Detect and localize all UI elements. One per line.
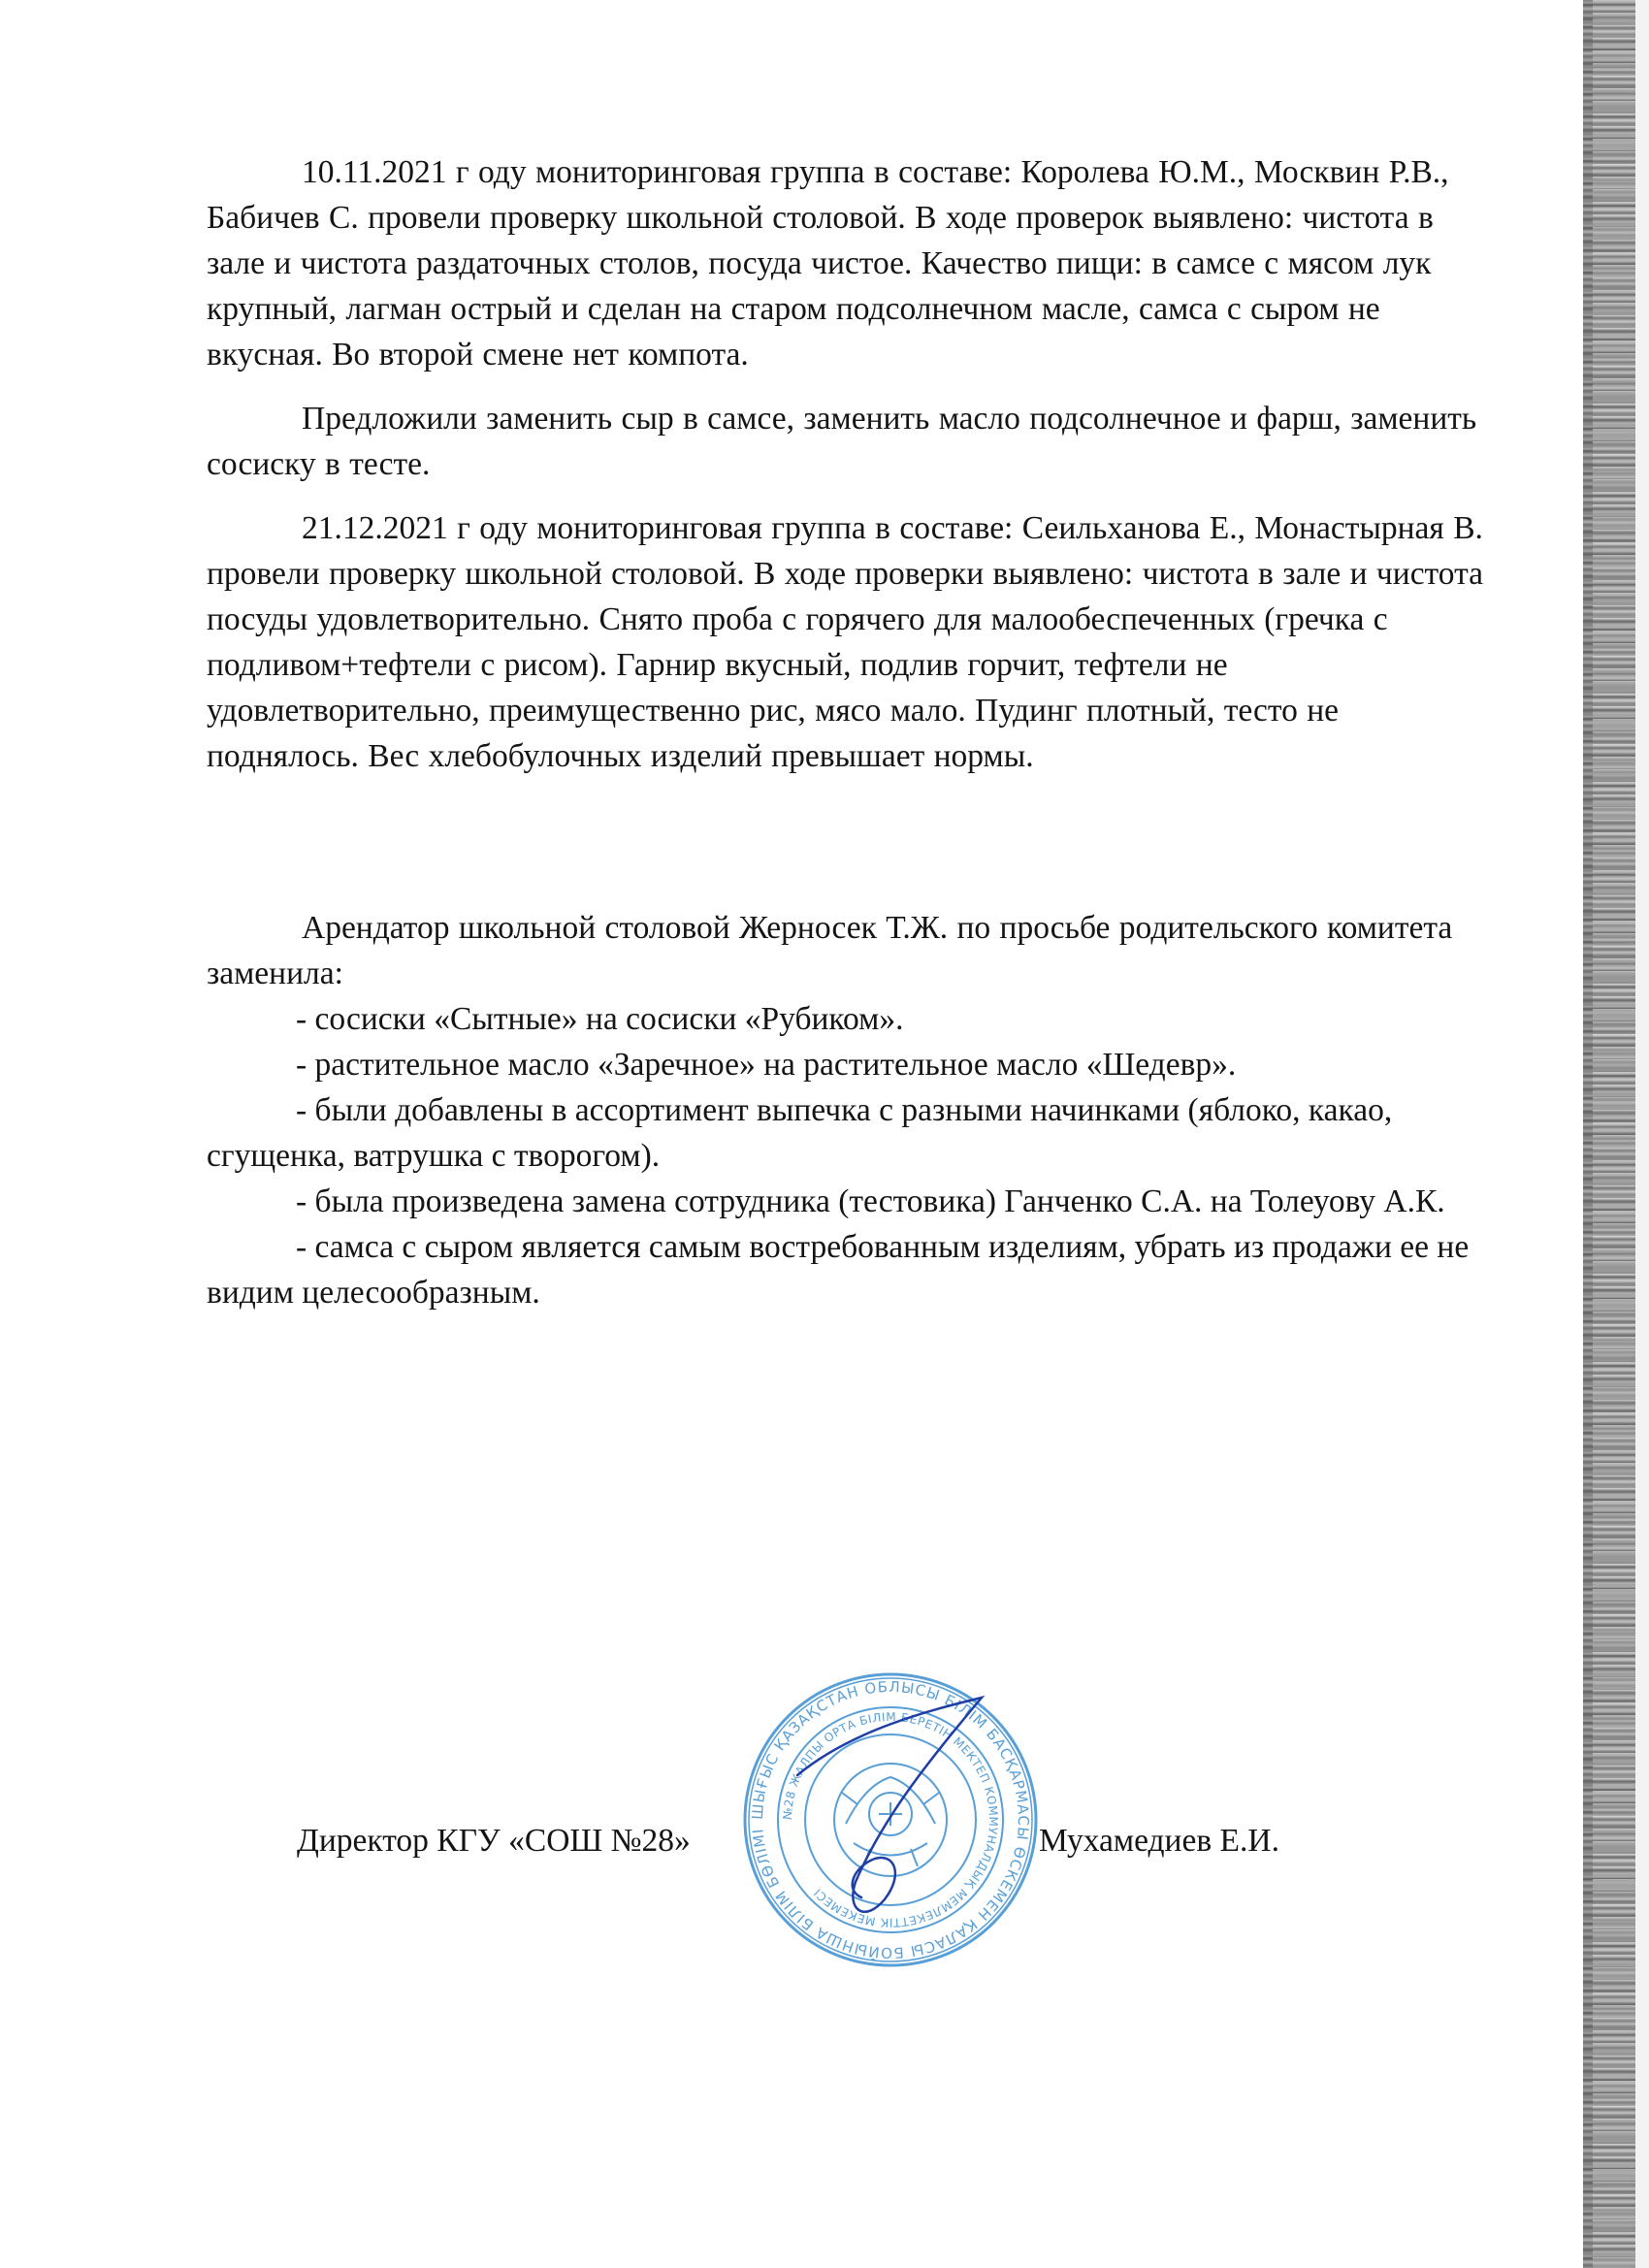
stamp-outer-text: ШЫҒЫС ҚАЗАҚСТАН ОБЛЫСЫ БІЛІМ БАСҚАРМАСЫ ӨСКЕМЕН ҚАЛАСЫ БОЙЫНША БІЛІМ БӨЛІМІ [748, 1677, 1033, 1962]
section-gap [207, 779, 1487, 905]
replacement-item-staff: - была произведена замена сотрудника (тестовика) Ганченко С.А. на Толеуову А.К. [296, 1183, 1445, 1219]
replacement-intro: Арендатор школьной столовой Жерносек Т.Ж. по просьбе родительского комитета заменила: [207, 910, 1453, 991]
paragraph-monitoring-1: 10.11.2021 г оду мониторинговая группа в составе: Королева Ю.М., Москвин Р.В., Бабичев С. провели проверку школьной столовой. В ходе проверок выявлено: чистота в зале и чистота раздаточных столов, посуда чистое. Качество пищи: в самсе с мясом лук крупный, лагман острый и сделан на старом подсолнечном масле, самса с сыром не вкусная. Во второй смене нет компота. [207, 154, 1449, 373]
replacement-item-sausages: - сосиски «Сытные» на сосиски «Рубиком». [296, 1001, 904, 1037]
paragraph-gap [207, 377, 1487, 396]
official-seal [739, 1669, 1042, 1971]
stamp-inner-text: №28 ЖАЛПЫ ОРТА БІЛІМ БЕРЕТІН МЕКТЕП КОММУНАЛДЫҚ МЕМЛЕКЕТТІК МЕКЕМЕСІ [780, 1709, 1001, 1930]
replacement-item-samsa: - самса с сыром является самым востребованным изделиям, убрать из продажи ее не видим целесообразным. [207, 1229, 1470, 1311]
replacement-item-pastry: - были добавлены в ассортимент выпечка с разными начинками (яблоко, какао, сгущенка, ватрушка с творогом). [207, 1092, 1393, 1174]
paragraph-proposal: Предложили заменить сыр в самсе, заменить масло подсолнечное и фарш, заменить сосиску в тесте. [207, 401, 1477, 482]
document-body [207, 149, 1487, 1315]
replacement-item-oil: - растительное масло «Заречное» на растительное масло «Шедевр». [296, 1047, 1237, 1083]
emblem-icon [834, 1764, 947, 1876]
signature-name: Мухамедиев Е.И. [1039, 1823, 1279, 1859]
paragraph-gap [207, 487, 1487, 505]
signature-block [0, 1639, 1649, 1969]
paragraph-monitoring-2: 21.12.2021 г оду мониторинговая группа в составе: Сеильханова Е., Монастырная В. провели проверку школьной столовой. В ходе проверки выявлено: чистота в зале и чистота посуды удовлетворительно. Снято проба с горячего для малообеспеченных (гречка с подливом+тефтели с рисом). Гарнир вкусный, подлив горчит, тефтели не удовлетворительно, преимущественно рис, мясо мало. Пудинг плотный, тесто не поднялось. Вес хлебобулочных изделий превышает нормы. [207, 510, 1483, 774]
signature-position: Директор КГУ «СОШ №28» [297, 1823, 691, 1859]
